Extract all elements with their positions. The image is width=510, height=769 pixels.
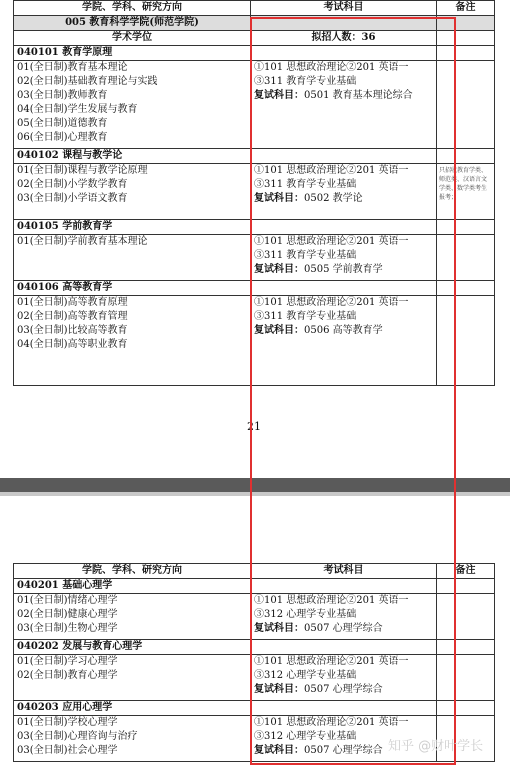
exam-subjects: ①101 思想政治理论②201 英语一 ③311 教育学专业基础 复试科目：0501 教育基本理论综合 [251, 61, 437, 149]
direction-item: 01(全日制)情绪心理学 [17, 595, 118, 606]
direction-list [14, 164, 251, 220]
exam-subjects: ①101 思想政治理论②201 英语一 ③312 心理学专业基础 复试科目：0507 心理学综合 [251, 655, 437, 701]
enrollment-quota: 拟招人数：36 [251, 31, 437, 46]
direction-item: 01(全日制)学校心理学 [17, 717, 118, 728]
retest-label: 复试科目： [254, 623, 304, 634]
direction-item: 01(全日制)学前教育基本理论 [17, 236, 148, 247]
direction-item: 03(全日制)社会心理学 [17, 745, 118, 756]
major-title: 040101 教育学原理 [14, 46, 251, 61]
retest-subject: 0501 教育基本理论综合 [304, 90, 413, 101]
retest-subject: 0505 学前教育学 [304, 264, 383, 275]
direction-item: 02(全日制)小学数学教育 [17, 179, 128, 190]
exam-subjects: ①101 思想政治理论②201 英语一 ③312 心理学专业基础 复试科目：0507 心理学综合 [251, 594, 437, 640]
major-title: 040105 学前教育学 [14, 220, 251, 235]
direction-item: 04(全日制)高等职业教育 [17, 339, 128, 350]
direction-list [14, 594, 251, 640]
direction-list [14, 61, 251, 149]
retest-label: 复试科目： [254, 684, 304, 695]
direction-list [14, 655, 251, 701]
header-direction: 学院、学科、研究方向 [14, 564, 251, 579]
retest-label: 复试科目： [254, 90, 304, 101]
header-exam: 考试科目 [251, 1, 437, 16]
major-title: 040202 发展与教育心理学 [14, 640, 251, 655]
header-note: 备注 [437, 564, 495, 579]
header-exam: 考试科目 [251, 564, 437, 579]
retest-label: 复试科目： [254, 193, 304, 204]
retest-subject: 0502 教学论 [304, 193, 363, 204]
bottom-page [0, 496, 510, 769]
bottom-admissions-table [13, 563, 495, 762]
retest-label: 复试科目： [254, 264, 304, 275]
direction-item: 06(全日制)心理教育 [17, 132, 108, 143]
direction-item: 05(全日制)道德教育 [17, 118, 108, 129]
page-separator [0, 478, 510, 492]
retest-subject: 0507 心理学综合 [304, 745, 383, 756]
degree-type: 学术学位 [14, 31, 251, 46]
header-direction: 学院、学科、研究方向 [14, 1, 251, 16]
direction-item: 02(全日制)高等教育管理 [17, 311, 128, 322]
direction-item: 03(全日制)教师教育 [17, 90, 108, 101]
direction-item: 02(全日制)健康心理学 [17, 609, 118, 620]
direction-item: 04(全日制)学生发展与教育 [17, 104, 138, 115]
direction-item: 01(全日制)学习心理学 [17, 656, 118, 667]
exam-subjects: ①101 思想政治理论②201 英语一 ③311 教育学专业基础 复试科目：0506 高等教育学 [251, 296, 437, 386]
major-title: 040102 课程与教学论 [14, 149, 251, 164]
direction-item: 02(全日制)基础教育理论与实践 [17, 76, 158, 87]
header-note: 备注 [437, 1, 495, 16]
page-number: 21 [247, 420, 261, 433]
retest-label: 复试科目： [254, 745, 304, 756]
college-title: 005 教育科学学院(师范学院) [14, 16, 251, 31]
direction-item: 02(全日制)教育心理学 [17, 670, 118, 681]
exam-subjects: ①101 思想政治理论②201 英语一 ③311 教育学专业基础 复试科目：0502 教学论 [251, 164, 437, 220]
direction-list [14, 716, 251, 762]
direction-item: 01(全日制)教育基本理论 [17, 62, 128, 73]
major-title: 040203 应用心理学 [14, 701, 251, 716]
top-admissions-table [13, 0, 495, 386]
exam-subjects: ①101 思想政治理论②201 英语一 ③312 心理学专业基础 复试科目：0507 心理学综合 [251, 716, 437, 762]
direction-list [14, 296, 251, 386]
retest-subject: 0507 心理学综合 [304, 623, 383, 634]
exam-subjects: ①101 思想政治理论②201 英语一 ③311 教育学专业基础 复试科目：0505 学前教育学 [251, 235, 437, 281]
retest-subject: 0506 高等教育学 [304, 325, 383, 336]
watermark: 知乎 @财叶学长 [388, 739, 484, 754]
major-title: 040106 高等教育学 [14, 281, 251, 296]
direction-item: 03(全日制)比较高等教育 [17, 325, 128, 336]
retest-label: 复试科目： [254, 325, 304, 336]
major-title: 040201 基础心理学 [14, 579, 251, 594]
direction-item: 03(全日制)心理咨询与治疗 [17, 731, 138, 742]
direction-item: 01(全日制)高等教育原理 [17, 297, 128, 308]
direction-item: 03(全日制)小学语文教育 [17, 193, 128, 204]
retest-subject: 0507 心理学综合 [304, 684, 383, 695]
direction-item: 01(全日制)课程与教学论原理 [17, 165, 148, 176]
direction-list [14, 235, 251, 281]
remark-note: 只招收教育学类、师范类、汉语言文学类、数学类考生报考； [437, 164, 495, 220]
direction-item: 03(全日制)生物心理学 [17, 623, 118, 634]
